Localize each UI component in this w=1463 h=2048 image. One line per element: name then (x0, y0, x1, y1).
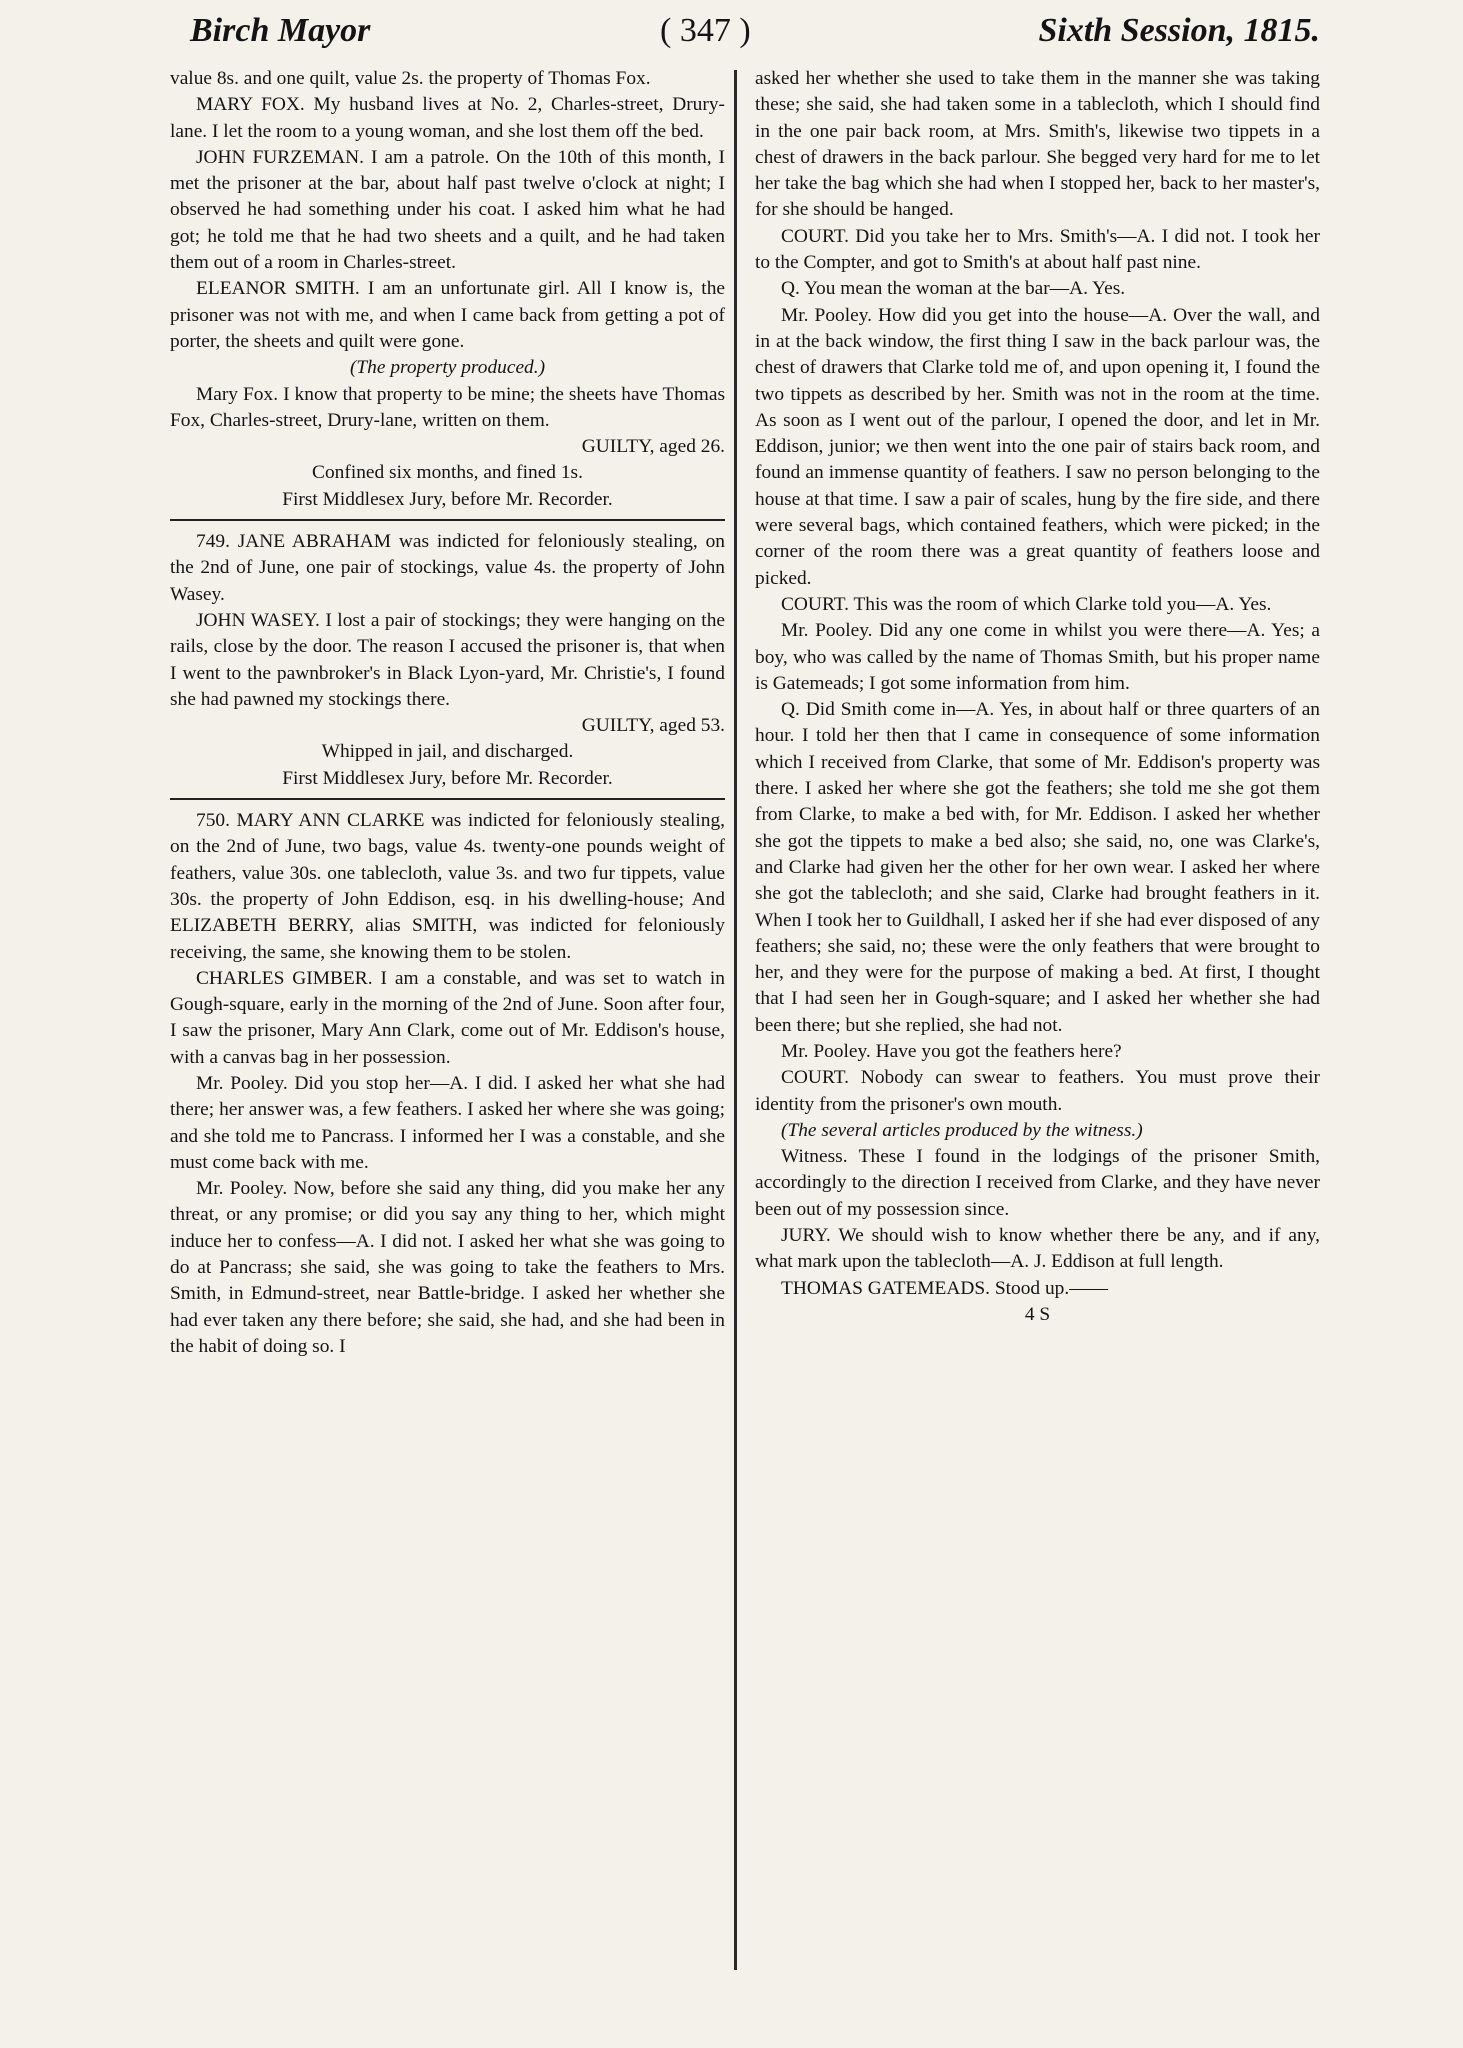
sentence: Whipped in jail, and discharged. (321, 741, 574, 763)
paragraph: Mr. Pooley. How did you get into the house—A. Over the wall, and in at the back window, the first thing I saw in the back parlour was, the chest of drawers that Clarke told me of, and upon opening it, I found the two tippets as described by her. Smith was not in the room at the time. As soon as I went out of the parlour, I opened the door, and let in Mr. Eddison, junior; we then went into the one pair of stairs back room, and found an immense quantity of feathers. I saw no person belonging to the house at that time. I saw a pair of scales, hung by the fire side, and there were several bags, which contained feathers, which were picked; in the corner of the room there was a great quantity of feathers loose and picked. (755, 304, 1320, 589)
paragraph: COURT. This was the room of which Clarke told you—A. Yes. (781, 593, 1272, 615)
paragraph: MARY FOX. My husband lives at No. 2, Charles-street, Drury-lane. I let the room to a young woman, and she lost them off the bed. (170, 94, 725, 142)
divider-rule (170, 798, 725, 800)
paragraph: value 8s. and one quilt, value 2s. the property of Thomas Fox. (170, 68, 651, 89)
running-head-right: Sixth Session, 1815. (1038, 12, 1320, 49)
verdict: GUILTY, aged 26. (581, 436, 725, 458)
paragraph: ELEANOR SMITH. I am an unfortunate girl. All I know is, the prisoner was not with me, and when I came back from getting a pot of porter, the sheets and quilt were gone. (170, 278, 725, 352)
paragraph: JURY. We should wish to know whether there be any, and if any, what mark upon the tablecloth—A. J. Eddison at full length. (755, 1225, 1320, 1273)
signature-mark: 4 S (1024, 1303, 1051, 1325)
running-head-left: Birch Mayor (190, 12, 371, 49)
jury-note: First Middlesex Jury, before Mr. Recorder. (282, 767, 613, 789)
paragraph: 750. MARY ANN CLARKE was indicted for feloniously stealing, on the 2nd of June, two bags, value 4s. twenty-one pounds weight of feathers, value 30s. one tablecloth, value 3s. and two fur tippets, value 30s. the property of John Eddison, esq. in his dwelling-house; And ELIZABETH BERRY, alias SMITH, was indicted for feloniously receiving, the same, she knowing them to be stolen. (170, 810, 725, 963)
page-header (190, 6, 1320, 66)
paragraph: Mr. Pooley. Have you got the feathers here? (781, 1040, 1122, 1062)
paragraph: JOHN WASEY. I lost a pair of stockings; they were hanging on the rails, close by the door. The reason I accused the prisoner is, that when I went to the pawnbroker's in Black Lyon-yard, Mr. Christie's, I found she had pawned my stockings there. (170, 609, 725, 710)
paragraph: Mary Fox. I know that property to be mine; the sheets have Thomas Fox, Charles-street, Drury-lane, written on them. (170, 383, 725, 431)
paragraph: Q. You mean the woman at the bar—A. Yes. (781, 278, 1126, 300)
paragraph: CHARLES GIMBER. I am a constable, and was set to watch in Gough-square, early in the morning of the 2nd of June. Soon after four, I saw the prisoner, Mary Ann Clark, come out of Mr. Eddison's house, with a canvas bag in her possession. (170, 967, 725, 1068)
paragraph: Witness. These I found in the lodgings of the prisoner Smith, accordingly to the direction I received from Clarke, and they have never been out of my possession since. (755, 1146, 1320, 1220)
paragraph: Mr. Pooley. Did any one come in whilst you were there—A. Yes; a boy, who was called by the name of Thomas Smith, but his proper name is Gatemeads; I got some information from him. (755, 620, 1320, 694)
jury-note: First Middlesex Jury, before Mr. Recorder. (282, 488, 613, 510)
margin-marks (0, 60, 20, 1960)
paragraph: (The several articles produced by the witness.) (781, 1119, 1143, 1141)
paragraph: Mr. Pooley. Now, before she said any thing, did you make her any threat, or any promise; or did you say any thing to her, which might induce her to confess—A. I did not. I asked her what she was going to do at Pancrass; she said, she was going to take the feathers to Mrs. Smith, in Edmund-street, near Battle-bridge. I asked her whether she had ever taken any there before; she said, she had, and she had been in the habit of doing so. I (170, 1178, 725, 1357)
paragraph: (The property produced.) (349, 357, 546, 379)
paragraph: THOMAS GATEMEADS. Stood up.—— (781, 1277, 1108, 1299)
paragraph: COURT. Nobody can swear to feathers. You must prove their identity from the prisoner's own mouth. (755, 1067, 1320, 1115)
divider-rule (170, 519, 725, 521)
sentence: Confined six months, and fined 1s. (312, 462, 583, 484)
paragraph: asked her whether she used to take them in the manner she was taking these; she said, she had taken some in a tablecloth, which I should find in the one pair back room, at Mrs. Smith's, likewise two tippets in a chest of drawers in the back parlour. She begged very hard for me to let her take the bag which she had when I stopped her, back to her master's, for she should be hanged. (755, 68, 1320, 221)
paragraph: Mr. Pooley. Did you stop her—A. I did. I asked her what she had there; her answer was, a few feathers. I asked her where she was going; and she told me to Pancrass. I informed her I was a constable, and she must come back with me. (170, 1072, 725, 1173)
paragraph: JOHN FURZEMAN. I am a patrole. On the 10th of this month, I met the prisoner at the bar, about half past twelve o'clock at night; I observed he had something under his coat. I asked him what he had got; he told me that he had two sheets and a quilt, and he had taken them out of a room in Charles-street. (170, 146, 725, 274)
left-column (170, 66, 725, 1360)
page-number: ( 347 ) (660, 12, 751, 49)
right-column (755, 66, 1320, 1328)
verdict: GUILTY, aged 53. (581, 715, 725, 737)
paragraph: 749. JANE ABRAHAM was indicted for feloniously stealing, on the 2nd of June, one pair of stockings, value 4s. the property of John Wasey. (170, 531, 725, 605)
paragraph: COURT. Did you take her to Mrs. Smith's—A. I did not. I took her to the Compter, and got to Smith's at about half past nine. (755, 225, 1320, 274)
paragraph: Q. Did Smith come in—A. Yes, in about half or three quarters of an hour. I told her then that I came in consequence of some information which I received from Clarke, that some of Mr. Eddison's property was there. I asked her where she got the feathers; she told me she got them from Clarke, to make a bed with, for Mr. Eddison. I asked her whether she got the tippets to make a bed also; she said, no, one was Clarke's, and Clarke had given her the other for her own wear. I asked her where she got the tablecloth; and she said, Clarke had brought feathers in it. When I took her to Guildhall, I asked her if she had ever disposed of any feathers; she said, no; these were the only feathers that were brought to her, and they were for the purpose of making a bed. At first, I thought that I had seen her in Gough-square; and I asked her whether she had been there; but she replied, she had not. (755, 699, 1320, 1036)
column-divider (734, 70, 737, 1970)
